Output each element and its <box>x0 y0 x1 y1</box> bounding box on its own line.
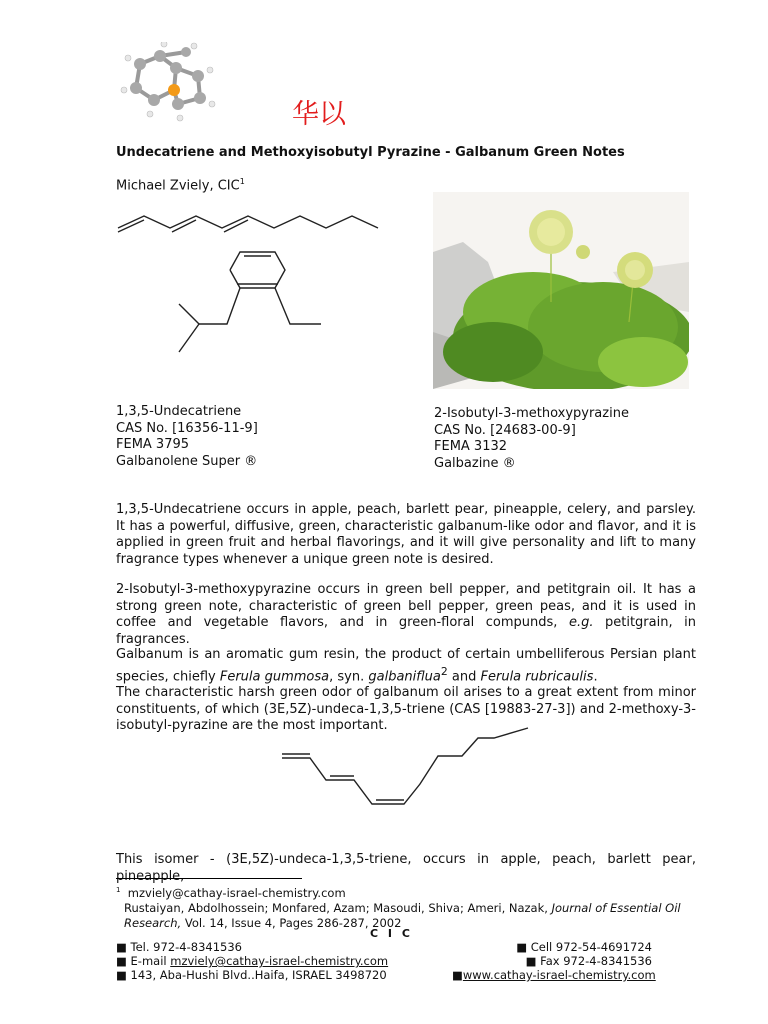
undecatriene-3e5z-structure <box>280 726 536 812</box>
footnote-divider <box>116 878 302 879</box>
footer-email <box>116 954 388 968</box>
footer-contact-left <box>116 940 388 982</box>
undecatriene-structure <box>116 204 396 234</box>
reference-authors: Rustaiyan, Abdolhossein; Monfared, Azam; Masoudi, Shiva; Ameri, Nazak, <box>124 900 552 915</box>
footnote-1 <box>116 883 696 901</box>
galbanum-plant-photo <box>433 192 689 389</box>
paragraph-methoxypyrazine <box>116 582 696 648</box>
footer-web-link[interactable]: www.cathay-israel-chemistry.com <box>462 968 656 982</box>
footer-address-text: 143, Aba-Hushi Blvd..Haifa, ISRAEL 3498720 <box>130 968 387 982</box>
compound-name: 1,3,5-Undecatriene <box>116 404 242 419</box>
bullet-icon: ■ <box>525 954 537 968</box>
paragraph-text: This isomer - (3E,5Z)-undeca-1,3,5-triene, occurs in apple, peach, barlett pear, pineapple, <box>116 852 696 884</box>
text-em: Ferula rubricaulis <box>480 668 594 684</box>
paragraph-text <box>116 647 696 685</box>
footer-contact-right <box>452 940 656 982</box>
compound-trade-name: Galbanolene Super ® <box>116 453 258 469</box>
reference-journal: Journal of Essential Oil Research, <box>124 900 681 930</box>
footnote-email: mzviely@cathay-israel-chemistry.com <box>127 885 346 900</box>
footer-fax-text: Fax 972-4-8341536 <box>540 954 652 968</box>
paragraph-text: The characteristic harsh green odor of galbanum oil arises to a great extent from minor constituents, of which (3E,5Z)-undeca-1,3,5-triene (CAS [19883-27-3]) and 2-methoxy-3-isobutyl-pyrazine are the most important. <box>116 685 696 734</box>
footnote-marker: 2 <box>440 664 448 678</box>
text-run: Galbanum is an aromatic gum resin, the product of certain umbelliferous Persian plant species, chiefly <box>116 647 696 684</box>
bullet-icon: ■ <box>452 968 463 982</box>
footer-fax <box>452 954 652 968</box>
paragraph-galbanum <box>116 647 696 735</box>
molecule-3d-logo <box>116 42 222 126</box>
paragraph-isomer <box>116 852 696 885</box>
footnotes <box>116 883 696 931</box>
paragraph-text: 1,3,5-Undecatriene occurs in apple, peach, barlett pear, pineapple, celery, and parsley. It has a powerful, diffusive, green, characteristic galbanum-like odor and flavor, and it is applied in green fruit and herbal flavorings, and it will give personality and lift to many fragrance types whenever a unique green note is desired. <box>116 502 696 567</box>
reference-details: Vol. 14, Issue 4, Pages 286-287, 2002 <box>181 915 402 930</box>
footer-tel-text: Tel. 972-4-8341536 <box>130 940 242 954</box>
text-em: Ferula gummosa <box>219 668 330 684</box>
compound-fema: FEMA 3132 <box>434 439 508 454</box>
text-run: petitgrain, in fragrances. <box>116 615 696 647</box>
bullet-icon: ■ <box>516 940 528 954</box>
compound-trade-name: Galbazine ® <box>434 455 516 471</box>
footnote-number: 1 <box>116 886 121 894</box>
paragraph-undecatriene <box>116 502 696 568</box>
text-run: . <box>593 668 598 684</box>
logo-chinese-text: 华以 <box>292 99 346 130</box>
text-run: 2-Isobutyl-3-methoxypyrazine occurs in green bell pepper, and petitgrain oil. It has a strong green note, characteristic of green bell pepper, green peas, and it is used in coffee and vegetable flavors, and in green-floral compunds, <box>116 582 696 630</box>
compound-info-methoxypyrazine <box>434 406 629 472</box>
paragraph-text <box>116 582 696 648</box>
bullet-icon: ■ <box>116 954 127 968</box>
text-em: e.g. <box>568 615 594 630</box>
footer-tel <box>116 940 388 954</box>
footer-cic: C I C <box>370 927 413 940</box>
document-title: Undecatriene and Methoxyisobutyl Pyrazine - Galbanum Green Notes <box>116 145 625 160</box>
compound-cas: CAS No. [16356-11-9] <box>116 420 258 436</box>
text-run: , syn. <box>329 668 369 684</box>
compound-fema: FEMA 3795 <box>116 437 190 452</box>
text-em: galbaniflua <box>368 668 441 684</box>
bullet-icon: ■ <box>116 968 127 982</box>
author-footnote-marker: 1 <box>239 177 245 186</box>
footer-cell <box>452 940 652 954</box>
bullet-icon: ■ <box>116 940 127 954</box>
methoxypyrazine-structure <box>175 246 325 356</box>
footer-address <box>116 968 388 982</box>
author-name: Michael Zviely, CIC <box>116 178 240 194</box>
footer-web <box>452 968 656 982</box>
compound-name: 2-Isobutyl-3-methoxypyrazine <box>434 406 629 421</box>
author-line <box>116 177 245 193</box>
footer-email-label: E-mail <box>130 954 171 968</box>
compound-info-undecatriene <box>116 404 258 470</box>
footer-email-link[interactable]: mzviely@cathay-israel-chemistry.com <box>170 954 389 968</box>
footer-cell-text: Cell 972-54-4691724 <box>530 940 652 954</box>
compound-cas: CAS No. [24683-00-9] <box>434 422 576 438</box>
text-run: and <box>447 668 481 684</box>
